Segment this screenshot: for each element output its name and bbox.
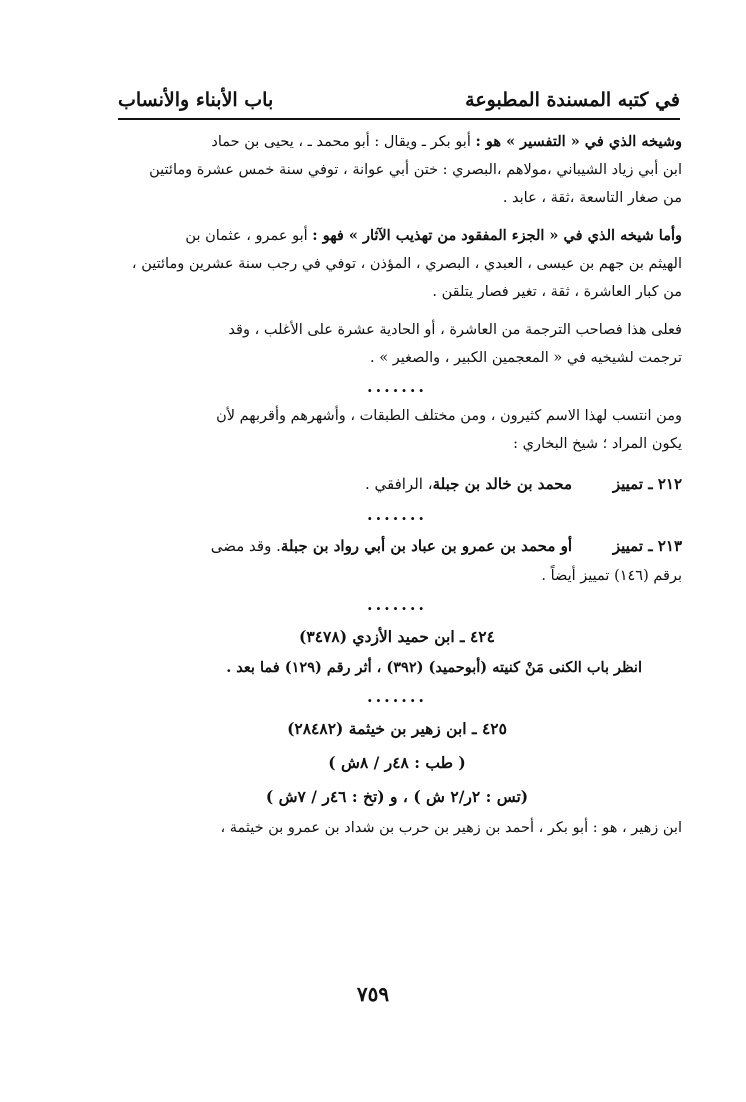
separator-dots: .......	[367, 377, 427, 396]
entry-424-ref: انظر باب الكنى مَنْ كنيته (أبوحميد) (٣٩٢) ، أثر رقم (١٢٩) فما بعد .	[226, 659, 642, 676]
entry-424-title: ٤٢٤ ـ ابن حميد الأزدي (٣٤٧٨)	[299, 627, 495, 646]
tamyiz-213-number: ٢١٣ ـ تمييز	[612, 537, 682, 555]
para3-line2: ترجمت لشيخيه في « المعجمين الكبير ، والصغير » .	[370, 350, 682, 366]
para3-line1: فعلى هذا فصاحب الترجمة من العاشرة ، أو الحادية عشرة على الأغلب ، وقد	[228, 322, 682, 338]
separator-dots: .......	[367, 595, 427, 614]
para2-line2: الهيثم بن جهم بن عيسى ، العبدي ، البصري ، المؤذن ، توفي في رجب سنة عشرين ومائتين ،	[131, 256, 682, 272]
tamyiz-212	[112, 468, 682, 500]
header-right-title: في كتبه المسندة المطبوعة	[465, 89, 680, 111]
entry-425-sub1: ( طب : ٤٨ر / ٨ش )	[328, 753, 466, 772]
tamyiz-213-name: أو محمد بن عمرو بن عباد بن أبي رواد بن جبلة	[280, 537, 572, 555]
entry-425-title: ٤٢٥ ـ ابن زهير بن خيثمة (٢٨٤٨٢)	[287, 719, 507, 738]
separator-dots: .......	[367, 687, 427, 706]
para1-bold: وشيخه الذي في « التفسير » هو :	[475, 133, 682, 150]
tamyiz-212-number: ٢١٢ ـ تمييز	[612, 475, 682, 493]
para1-rest: أبو بكر ـ ويقال : أبو محمد ـ ، يحيى بن حماد	[211, 134, 476, 150]
entry-425-sub2: (تس : ٢ر/٢ ش ) ، و (تخ : ٤٦ر / ٧ش )	[265, 787, 529, 806]
para1-line3: من صغار التاسعة ،ثقة ، عابد .	[502, 190, 682, 206]
separator-dots: .......	[367, 505, 427, 524]
running-header	[118, 82, 680, 120]
page-number: ٧٥٩	[356, 982, 390, 1006]
page-body	[112, 128, 682, 842]
para1-line2: ابن أبي زياد الشيباني ،مولاهم ،البصري : ختن أبي عوانة ، توفي سنة خمس عشرة ومائتين	[149, 162, 682, 178]
tamyiz-213-rest: . وقد مضى	[210, 537, 281, 555]
para2-line1	[112, 222, 682, 250]
para2-line3: من كبار العاشرة ، ثقة ، تغير فصار يتلقن .	[432, 284, 682, 300]
para2-bold: وأما شيخه الذي في « الجزء المفقود من تهذيب الآثار » فهو :	[312, 227, 682, 244]
para4-line1: ومن انتسب لهذا الاسم كثيرون ، ومن مختلف الطبقات ، وأشهرهم وأقربهم لأن	[216, 408, 682, 424]
tamyiz-212-rest: ، الرافقي .	[364, 475, 433, 493]
entry-425-line1: ابن زهير ، هو : أبو بكر ، أحمد بن زهير بن حرب بن شداد بن عمرو بن خيثمة ،	[220, 820, 682, 836]
header-left-title: باب الأبناء والأنساب	[118, 89, 274, 111]
para1-line1	[112, 128, 682, 156]
tamyiz-213-line2: برقم (١٤٦) تمييز أيضاً .	[541, 568, 682, 584]
tamyiz-212-name: محمد بن خالد بن جبلة	[432, 475, 572, 493]
tamyiz-213	[112, 530, 682, 562]
para2-rest: أبو عمرو ، عثمان بن	[185, 228, 313, 244]
para4-line2: يكون المراد ؛ شيخ البخاري :	[513, 436, 682, 452]
